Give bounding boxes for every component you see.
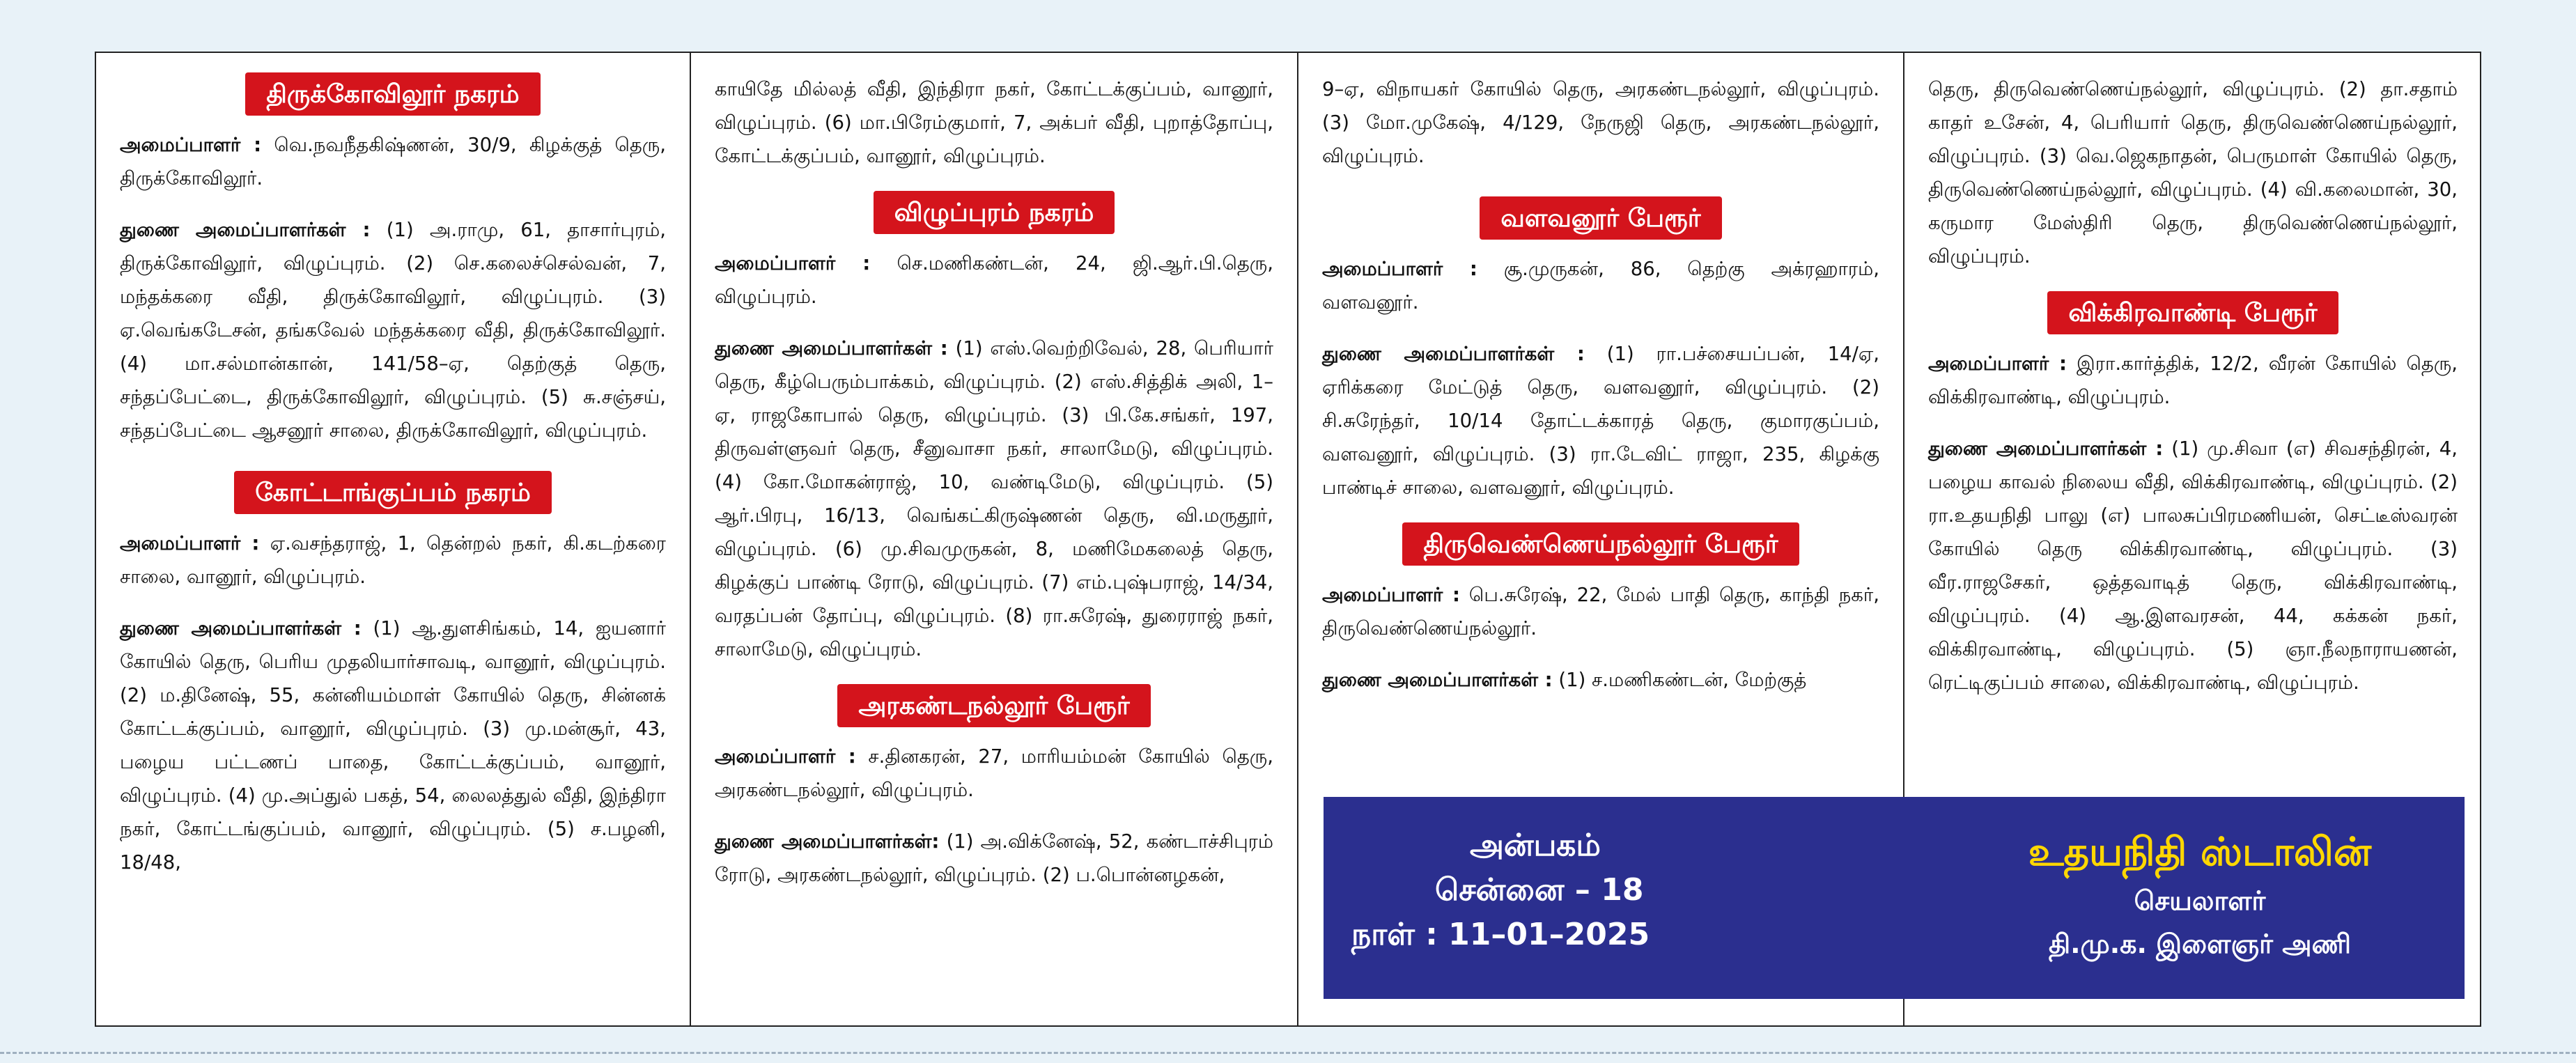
deputy-organizers-entry (120, 213, 666, 447)
organizer-entry (1928, 347, 2458, 414)
organizer-entry (715, 740, 1273, 807)
deputy-organizers-entry (715, 332, 1273, 666)
deputy-organizers-entry (120, 612, 666, 879)
section-heading-thirukkovilur: திருக்கோவிலூர் நகரம் (245, 72, 540, 116)
city: சென்னை – 18 (1435, 872, 1644, 908)
deputy-text: (1) எஸ்.வெற்றிவேல், 28, பெரியார் தெரு, கீழ்பெரும்பாக்கம், விழுப்புரம். (2) எஸ்.சித்திக் அலி, 1–ஏ, ராஜகோபால் தெரு, விழுப்புரம். (3) பி.கே.சங்கர், 197, திருவள்ளுவர் தெரு, சீனுவாசா நகர், சாலாமேடு, விழுப்புரம். (4) கோ.மோகன்ராஜ், 10, வண்டிமேடு, விழுப்புரம். (5) ஆர்.பிரபு, 16/13, வெங்கட்கிருஷ்ணன் தெரு, வி.மருதூர், விழுப்புரம். (6) மு.சிவமுருகன், 8, மணிமேகலைத் தெரு, கிழக்குப் பாண்டி ரோடு, விழுப்புரம். (7) எம்.புஷ்பராஜ், 14/34, வரதப்பன் தோப்பு, விழுப்புரம். (8) ரா.சுரேஷ், துரைராஜ் நகர், சாலாமேடு, விழுப்புரம். (715, 337, 1273, 660)
deputy-text: (1) ரா.பச்சையப்பன், 14/ஏ, ஏரிக்கரை மேட்டுத் தெரு, வளவனூர், விழுப்புரம். (2) சி.சுரேந்தர், 10/14 தோட்டக்காரத் தெரு, குமாரகுப்பம், வளவனூர், விழுப்புரம். (3) ரா.டேவிட் ராஜா, 235, கிழக்கு பாண்டிச் சாலை, வளவனூர், விழுப்புரம். (1322, 343, 1879, 499)
organizer-text: வெ.நவநீதகிஷ்ணன், 30/9, கிழக்குத் தெரு, திருக்கோவிலூர். (120, 134, 666, 189)
signatory-block (1956, 826, 2444, 965)
organizer-text: பெ.சுரேஷ், 22, மேல் பாதி தெரு, காந்தி நகர், திருவெண்ணெய்நல்லூர். (1322, 584, 1879, 639)
date: நாள் : 11–01–2025 (1351, 917, 1650, 952)
section-heading-valavanur: வளவனூர் பேரூர் (1480, 196, 1721, 240)
signatory-org: தி.மு.க. இளைஞர் அணி (2048, 929, 2352, 959)
continued-text: தெரு, திருவெண்ணெய்நல்லூர், விழுப்புரம். (2) தா.சதாம் காதர் உசேன், 4, பெரியார் தெரு, திருவெண்ணெய்நல்லூர், விழுப்புரம். (3) வெ.ஜெகநாதன், பெருமாள் கோயில் தெரு, திருவெண்ணெய்நல்லூர், விழுப்புரம். (4) வி.கலைமான், 30, கருமார மேஸ்திரி தெரு, திருவெண்ணெய்நல்லூர், விழுப்புரம். (1928, 78, 2458, 267)
section-heading-arakandanallur: அரகண்டநல்லூர் பேரூர் (837, 684, 1150, 727)
section-heading-vikravandi: விக்கிரவாண்டி பேரூர் (2047, 291, 2338, 334)
deputy-organizers-entry (715, 825, 1273, 892)
signatory-title: செயலாளர் (2134, 885, 2266, 916)
deputy-organizers-entry (1928, 432, 2458, 699)
deputy-text: (1) அ.விக்னேஷ், 52, கண்டாச்சிபுரம் ரோடு, அரகண்டநல்லூர், விழுப்புரம். (2) ப.பொன்னழகன், (715, 830, 1273, 886)
organizer-label: அமைப்பாளர் : (120, 532, 260, 554)
section-heading-thiruvennainallur: திருவெண்ணெய்நல்லூர் பேரூர் (1402, 522, 1799, 566)
deputy-text: (1) ச.மணிகண்டன், மேற்குத் (1552, 669, 1807, 691)
organizer-label: அமைப்பாளர் : (1928, 352, 2067, 375)
office-name: அன்பகம் (1470, 828, 1601, 863)
deputy-text: (1) மு.சிவா (எ) சிவசந்திரன், 4, பழைய காவல் நிலைய வீதி, விக்கிரவாண்டி, விழுப்புரம். (2) ரா.உதயநிதி பாலு (எ) பாலசுப்பிரமணியன், செட்டீஸ்வரன் கோயில் தெரு விக்கிரவாண்டி, விழுப்புரம். (3) வீர.ராஜசேகர், ஒத்தவாடித் தெரு, விக்கிரவாண்டி, விழுப்புரம். (4) ஆ.இளவரசன், 44, கக்கன் நகர், விக்கிரவாண்டி, விழுப்புரம். (5) ஞா.நீலநாராயணன், ரெட்டிகுப்பம் சாலை, விக்கிரவாண்டி, விழுப்புரம். (1928, 437, 2458, 694)
organizer-entry (120, 527, 666, 593)
organizer-text: செ.மணிகண்டன், 24, ஜி.ஆர்.பி.தெரு, விழுப்புரம். (715, 252, 1273, 308)
organizer-label: அமைப்பாளர் : (715, 745, 856, 768)
deputy-text: (1) ஆ.துளசிங்கம், 14, ஐயனார் கோயில் தெரு, பெரிய முதலியார்சாவடி, வானூர், விழுப்புரம். (2) ம.தினேஷ், 55, கன்னியம்மாள் கோயில் தெரு, சின்னக் கோட்டக்குப்பம், வானூர், விழுப்புரம். (3) மு.மன்சூர், 43, பழைய பட்டணப் பாதை, கோட்டக்குப்பம், வானூர், விழுப்புரம். (4) மு.அப்துல் பகத், 54, லைலத்துல் வீதி, இந்திரா நகர், கோட்டங்குப்பம், வானூர், விழுப்புரம். (5) ச.பழனி, 18/48, (120, 617, 667, 874)
place-date-block (1351, 823, 1839, 957)
cut-line-divider (0, 1052, 2576, 1054)
continued-text: காயிதே மில்லத் வீதி, இந்திரா நகர், கோட்டக்குப்பம், வானூர், விழுப்புரம். (6) மா.பிரேம்குமார், 7, அக்பர் வீதி, புறாத்தோப்பு, கோட்டக்குப்பம், வானூர், விழுப்புரம். (715, 78, 1273, 167)
signatory-name: உதயநிதி ஸ்டாலின் (2028, 830, 2372, 875)
continued-text: 9–ஏ, விநாயகர் கோயில் தெரு, அரகண்டநல்லூர், விழுப்புரம். (3) மோ.முகேஷ், 4/129, நேருஜி தெரு, அரகண்டநல்லூர், விழுப்புரம். (1322, 78, 1879, 167)
organizer-text: சூ.முருகன், 86, தெற்கு அக்ரஹாரம், வளவனூர். (1322, 258, 1879, 313)
organizer-label: அமைப்பாளர் : (715, 252, 871, 274)
organizer-label: அமைப்பாளர் : (1322, 258, 1477, 280)
column-2 (690, 53, 1297, 1025)
deputy-label: துணை அமைப்பாளர்கள் : (120, 617, 362, 639)
deputy-label: துணை அமைப்பாளர்கள் : (1322, 669, 1553, 691)
deputy-organizers-entry (1322, 337, 1879, 504)
deputy-organizers-entry (1322, 663, 1879, 697)
signature-box (1324, 797, 2465, 999)
organizer-entry (120, 128, 666, 195)
deputy-label: துணை அமைப்பாளர்கள் : (715, 337, 948, 359)
column-1 (96, 53, 690, 1025)
organizer-text: ச.தினகரன், 27, மாரியம்மன் கோயில் தெரு, அரகண்டநல்லூர், விழுப்புரம். (715, 745, 1273, 801)
deputy-label: துணை அமைப்பாளர்கள் : (1322, 343, 1585, 365)
organizer-label: அமைப்பாளர் : (120, 134, 262, 156)
deputy-label: துணை அமைப்பாளர்கள் : (120, 219, 371, 241)
deputy-label: துணை அமைப்பாளர்கள்: (715, 830, 940, 853)
deputy-text: (1) அ.ராமு, 61, தாசார்புரம், திருக்கோவிலூர், விழுப்புரம். (2) செ.கலைச்செல்வன், 7, மந்தக்கரை வீதி, திருக்கோவிலூர், விழுப்புரம். (3) ஏ.வெங்கடேசன், தங்கவேல் மந்தக்கரை வீதி, திருக்கோவிலூர். (4) மா.சல்மான்கான், 141/58–ஏ, தெற்குத் தெரு, சந்தப்பேட்டை, திருக்கோவிலூர், விழுப்புரம். (5) சு.சஞ்சய், சந்தப்பேட்டை ஆசனூர் சாலை, திருக்கோவிலூர், விழுப்புரம். (120, 219, 667, 442)
organizer-entry (1322, 252, 1879, 319)
organizer-entry (715, 247, 1273, 313)
organizer-label: அமைப்பாளர் : (1322, 584, 1460, 606)
organizer-text: இரா.கார்த்திக், 12/2, வீரன் கோயில் தெரு, விக்கிரவாண்டி, விழுப்புரம். (1928, 352, 2458, 408)
organizer-text: ஏ.வசந்தராஜ், 1, தென்றல் நகர், கி.கடற்கரை சாலை, வானூர், விழுப்புரம். (120, 532, 667, 588)
section-heading-kottakuppam: கோட்டாங்குப்பம் நகரம் (234, 471, 552, 514)
deputy-label: துணை அமைப்பாளர்கள் : (1928, 437, 2164, 460)
section-heading-villupuram: விழுப்புரம் நகரம் (874, 191, 1115, 234)
organizer-entry (1322, 578, 1879, 645)
